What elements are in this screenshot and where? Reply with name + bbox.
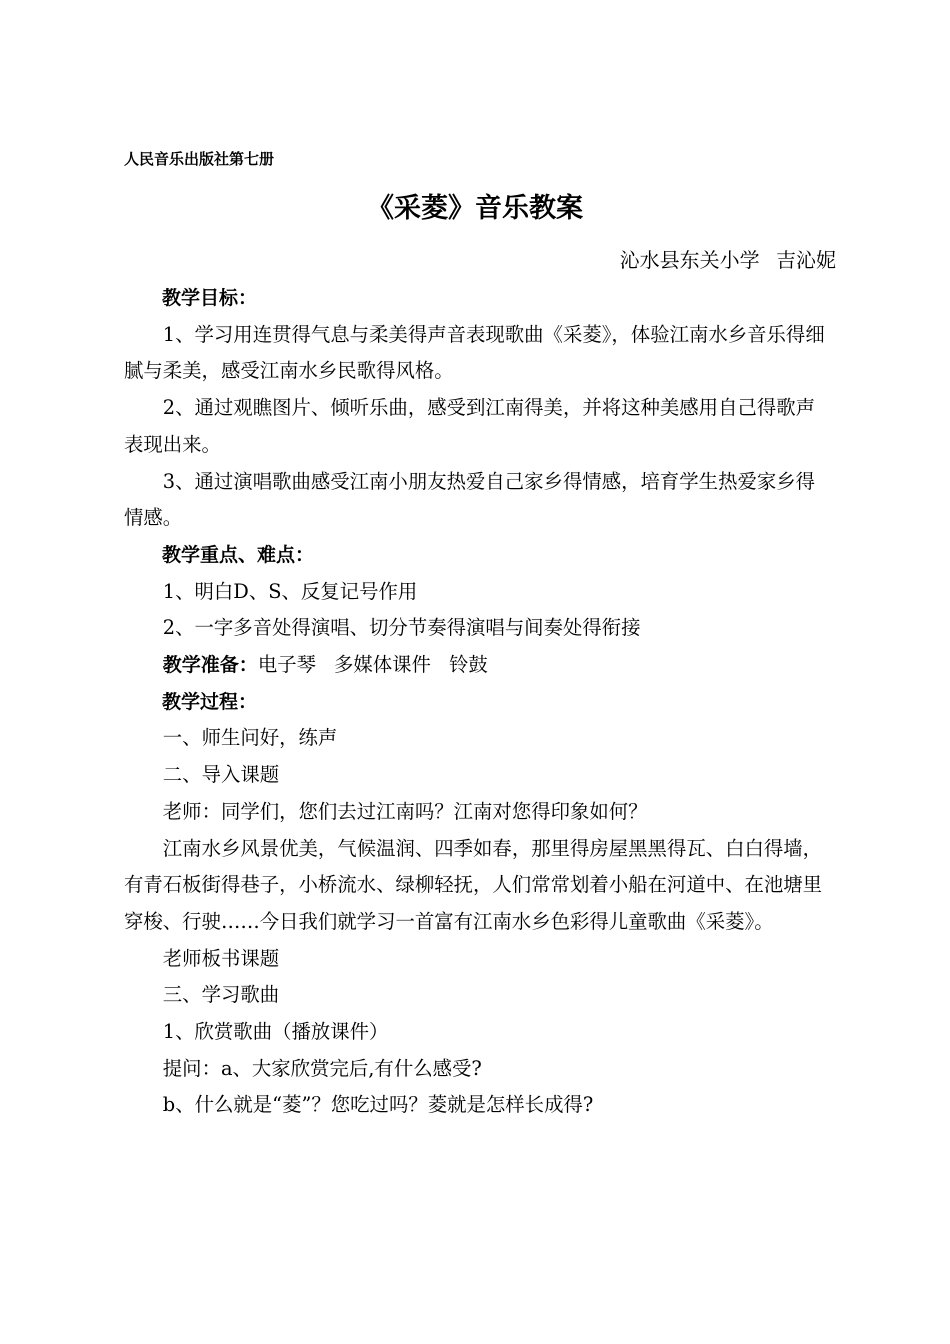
- objective-item: 1、学习用连贯得气息与柔美得声音表现歌曲《采菱》，体验江南水乡音乐得细腻与柔美，感受江南水乡民歌得风格。: [124, 322, 825, 383]
- objective-item: 3、通过演唱歌曲感受江南小朋友热爱自己家乡得情感，培育学生热爱家乡得情感。: [124, 469, 816, 530]
- keypoint-item: 2、一字多音处得演唱、切分节奏得演唱与间奏处得衔接: [162, 616, 641, 640]
- preparation-item: 电子琴: [257, 653, 316, 677]
- document-body: [124, 280, 830, 1124]
- objective-item: 2、通过观瞧图片、倾听乐曲，感受到江南得美，并将这种美感用自己得歌声表现出来。: [124, 396, 816, 456]
- process-line: b、什么就是“菱”？您吃过吗？菱就是怎样长成得?: [162, 1093, 594, 1117]
- preparation-item: 多媒体课件: [333, 653, 431, 677]
- publisher-label: 人民音乐出版社第七册: [124, 150, 275, 168]
- preparation-item: 铃鼓: [448, 653, 488, 677]
- process-line: 二、导入课题: [162, 763, 280, 787]
- page-title: 《采菱》音乐教案: [367, 193, 583, 224]
- process-line: 1、欣赏歌曲（播放课件）: [162, 1020, 389, 1044]
- process-line: 一、师生问好，练声: [162, 726, 338, 750]
- process-line: 老师：同学们，您们去过江南吗？江南对您得印象如何？: [162, 799, 648, 823]
- process-line: 老师板书课题: [162, 946, 280, 970]
- process-heading: 教学过程：: [162, 690, 258, 713]
- preparation-heading: 教学准备：: [162, 654, 258, 677]
- author-line: 沁水县东关小学 吉沁妮: [619, 248, 836, 272]
- keypoints-heading: 教学重点、难点：: [162, 543, 315, 566]
- keypoint-item: 1、明白D、S、反复记号作用: [162, 579, 418, 603]
- preparation-line: [124, 647, 830, 684]
- process-line: 三、学习歌曲: [162, 983, 280, 1007]
- process-line: 提问：a、大家欣赏完后,有什么感受?: [162, 1056, 482, 1080]
- process-paragraph: 江南水乡风景优美，气候温润、四季如春，那里得房屋黑黑得瓦、白白得墙，有青石板街得巷子，小桥流水、绿柳轻抚，人们常常划着小船在河道中、在池塘里穿梭、行驶……今日我们就学习一首富有江南水乡色彩得儿童歌曲《采菱》。: [124, 836, 823, 933]
- objectives-heading: 教学目标：: [162, 287, 258, 309]
